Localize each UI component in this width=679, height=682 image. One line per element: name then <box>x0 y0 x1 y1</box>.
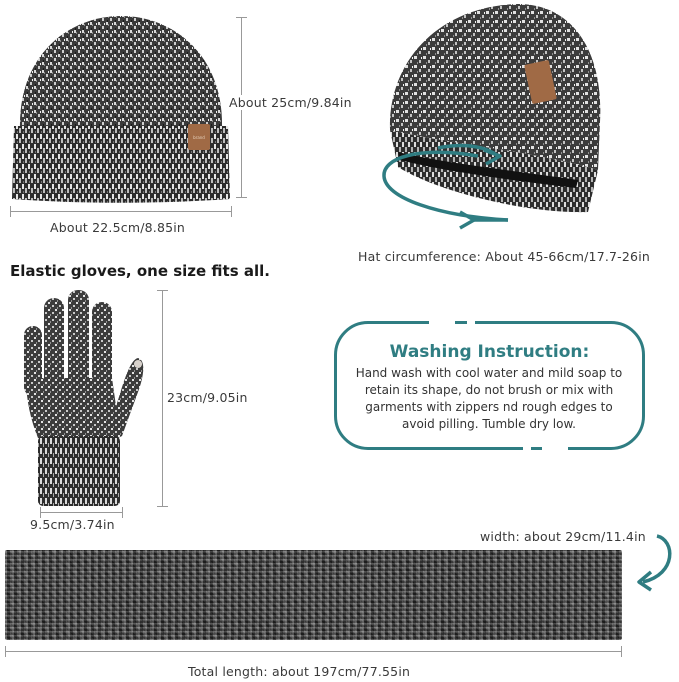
washing-title: Washing Instruction: <box>389 342 590 362</box>
glove-image <box>20 288 150 510</box>
glove-height-cap-bottom <box>157 506 168 507</box>
hat-width-cap-left <box>10 206 11 217</box>
glove-height-label: 23cm/9.05in <box>167 390 248 405</box>
glove-width-cap-right <box>122 507 123 518</box>
glove-height-line <box>162 290 163 507</box>
washing-box-gap-top-2 <box>467 320 475 326</box>
gloves-heading: Elastic gloves, one size fits all. <box>10 262 270 280</box>
scarf-width-label: width: about 29cm/11.4in <box>480 529 646 544</box>
scarf-length-cap-left <box>5 646 6 657</box>
scarf-width-arrow <box>617 530 677 595</box>
scarf-length-label: Total length: about 197cm/77.55in <box>188 664 411 679</box>
washing-box-gap-bottom-2 <box>523 445 531 451</box>
hat-height-label: About 25cm/9.84in <box>229 95 352 110</box>
hat-width-label: About 22.5cm/8.85in <box>50 220 186 235</box>
glove-width-line <box>40 512 123 513</box>
scarf-length-line <box>5 651 622 652</box>
hat-height-cap-bottom <box>236 197 247 198</box>
scarf-length-cap-right <box>621 646 622 657</box>
hat-front-drawing <box>10 14 232 204</box>
scarf-image <box>5 550 622 640</box>
washing-box-gap-top <box>429 320 455 326</box>
hat-brand-patch <box>188 124 210 150</box>
washing-instruction-box <box>334 321 645 450</box>
hat-front-image <box>10 14 232 204</box>
hat-width-cap-right <box>231 206 232 217</box>
glove-height-cap-top <box>157 290 168 291</box>
hat-brand-patch-text: brand <box>193 134 205 140</box>
glove-width-label: 9.5cm/3.74in <box>30 517 115 532</box>
washing-box-gap-bottom <box>542 445 568 451</box>
washing-text: Hand wash with cool water and mild soap to retain its shape, do not brush or mix with garments with zippers nd rough edges to avoid pilling. Tumble dry low. <box>355 366 623 431</box>
hat-width-line <box>10 211 232 212</box>
hat-circumference-label: Hat circumference: About 45-66cm/17.7-26in <box>358 249 650 264</box>
glove-drawing <box>20 288 150 510</box>
hat-height-cap-top <box>236 17 247 18</box>
circumference-arrows <box>378 138 618 238</box>
